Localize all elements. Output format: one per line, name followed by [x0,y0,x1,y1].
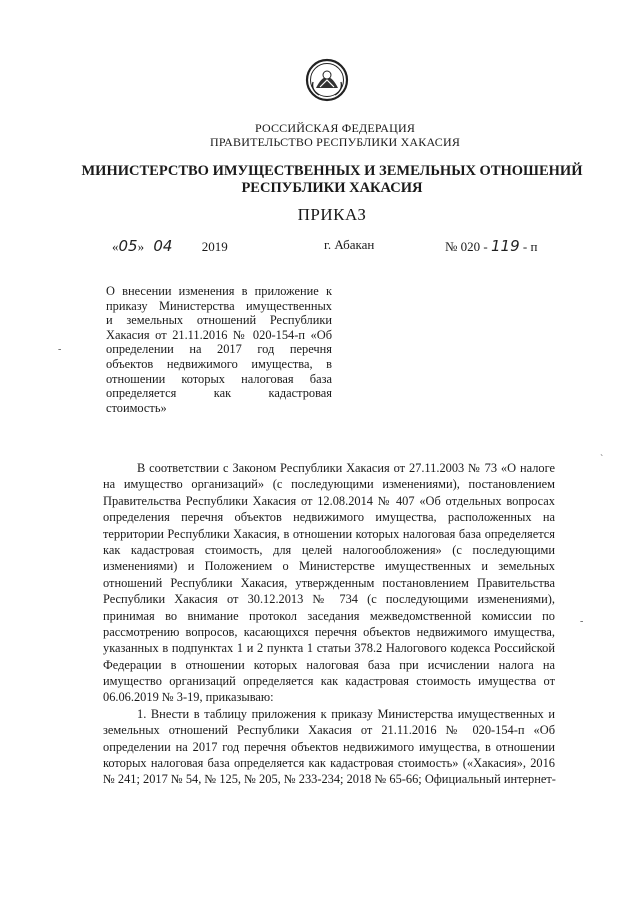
number-suffix: - п [522,239,538,254]
document-type: ПРИКАЗ [297,205,367,224]
body-line: изменениями) и Положением о Министерстве имущественных и земельных [103,559,555,574]
subject-line: отношении которых налоговая база [106,371,332,386]
ministry-title-line1: МИНИСТЕРСТВО ИМУЩЕСТВЕННЫХ И ЗЕМЕЛЬНЫХ ОТНОШЕНИЙ [81,163,583,179]
body-line: Республики Хакасия от 30.12.2013 № 734 (с последующими изменениями), [103,592,555,607]
date-open-quote: « [112,239,119,254]
document-year: 2019 [201,239,228,254]
order-subject [106,284,332,415]
document-date [112,237,228,255]
body-line: территории Республики Хакасия, в отношении которых налоговая база определяется [103,526,555,541]
ministry-title-line2: РЕСПУБЛИКИ ХАКАСИЯ [241,180,423,196]
coat-of-arms-icon [305,58,349,102]
scan-mark: - [58,344,62,355]
body-line: принимая во внимание протокол заседания межведомственной комиссии по [103,608,555,623]
body-line: Федерации в отношении которых налоговая база при исчислении налога на [103,657,555,672]
body-line: Правительства Республики Хакасия от 12.08.2014 № 407 «Об отдельных вопросах [103,493,555,508]
body-line: отношений Республики Хакасия, утвержденным постановлением Правительства [103,575,555,590]
order-body [103,460,555,788]
country-name: РОССИЙСКАЯ ФЕДЕРАЦИЯ [254,121,416,135]
body-line: 1. Внести в таблицу приложения к приказу Министерства имущественных и [137,706,555,721]
body-line: 06.06.2019 № 3-19, приказываю: [103,690,274,705]
date-close-quote: » [137,239,145,254]
number-prefix: № 020 - [445,239,488,254]
subject-line: и земельных отношений Республики [106,313,332,328]
handwritten-number: 119 [490,237,520,255]
scan-mark: ˋ [600,454,604,465]
body-line: как кадастровая стоимость, для целей налогообложения» (с последующими [103,542,555,557]
handwritten-month: 04 [153,237,173,255]
subject-line: приказу Министерства имущественных [106,298,332,313]
subject-line: определяется как кадастровая [106,386,332,401]
ministry-title [12,163,640,197]
body-line: определении на 2017 год перечня объектов недвижимого имущества, в отношении [103,739,555,754]
body-line: № 241; 2017 № 54, № 125, № 205, № 233-234; 2018 № 65-66; Официальный интернет- [103,772,556,787]
body-line: которых налоговая база определяется как кадастровая стоимость» («Хакасия», 2016 [103,756,555,771]
body-line: определения перечня объектов недвижимого имущества, расположенных на [103,510,555,525]
body-line: указанных в подпунктах 1 и 2 пункта 1 статьи 378.2 Налогового кодекса Российской [103,641,555,656]
body-line: на имущество организаций» (с последующими изменениями), постановлением [103,477,555,492]
body-line: рассмотрению вопросов, касающихся перечня объектов недвижимого имущества, [103,624,555,639]
body-line: имущество организаций определяется как кадастровая стоимость имущества от [103,674,555,689]
subject-line: Хакасия от 21.11.2016 № 020-154-п «Об [106,327,332,342]
handwritten-day: 05 [118,237,138,255]
body-line: В соответствии с Законом Республики Хакасия от 27.11.2003 № 73 «О налоге [137,461,555,475]
scan-mark: - [580,616,584,627]
body-line: земельных отношений Республики Хакасия от 21.11.2016 № 020-154-п «Об [103,723,555,738]
government-name: ПРАВИТЕЛЬСТВО РЕСПУБЛИКИ ХАКАСИЯ [209,135,461,149]
document-number [445,237,537,255]
subject-line: О внесении изменения в приложение к [106,284,332,298]
document-city: г. Абакан [324,237,375,252]
subject-line: объектов недвижимого имущества, в [106,356,332,371]
subject-line: стоимость» [106,400,167,415]
subject-line: определении на 2017 год перечня [106,342,332,357]
